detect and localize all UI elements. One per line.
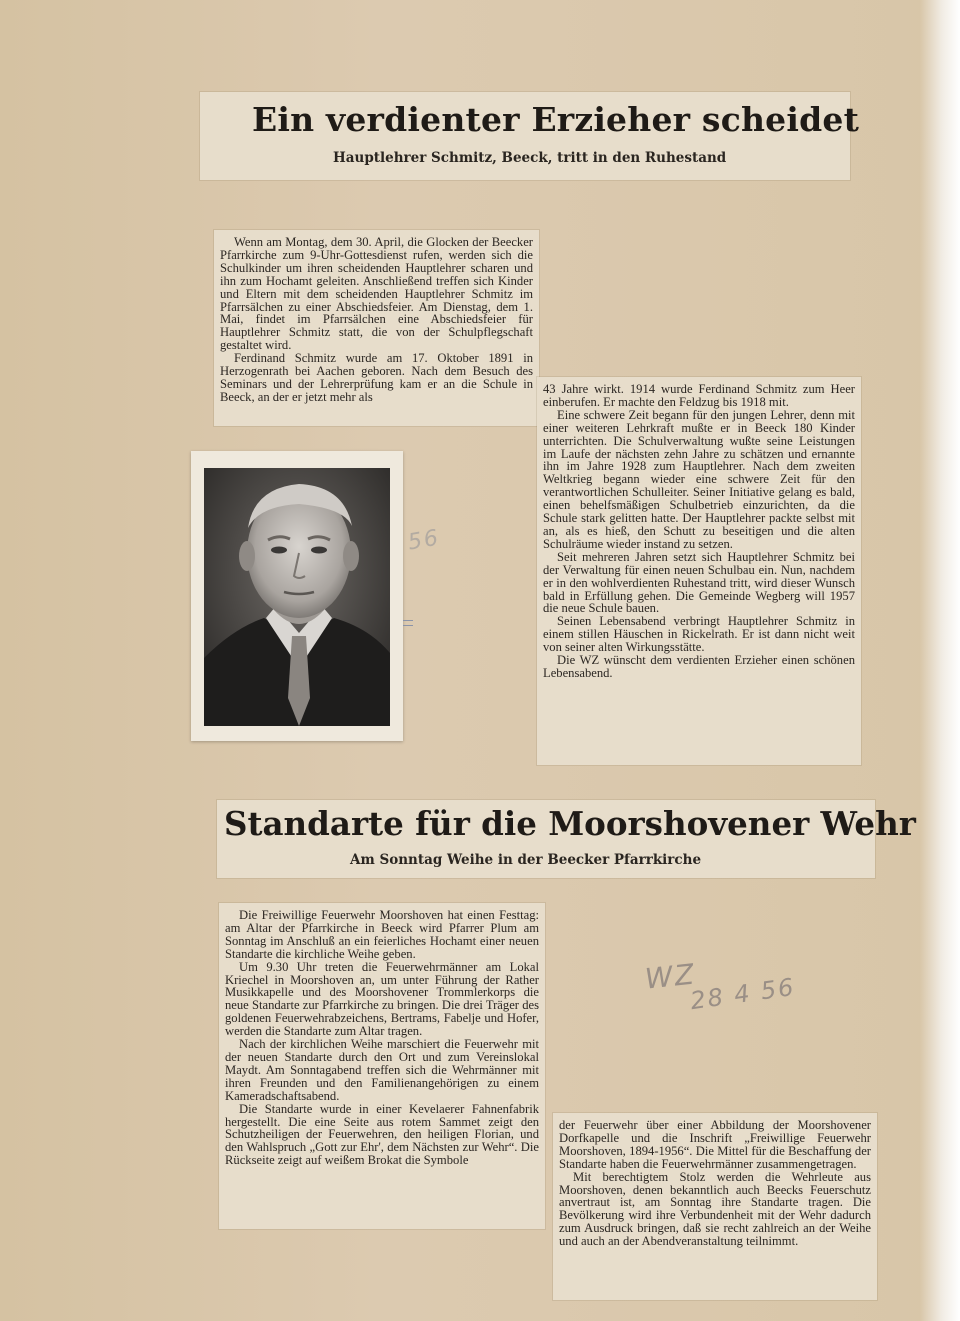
article2-col1-paragraph: Die Freiwillige Feuerwehr Moorshoven hat einen Festtag: am Altar der Pfarrkirche in Beeck wird Pfarrer Plum am Sonntag im Anschluß an ein feierliches Hochamt einer neuen Standarte die kirchliche Weihe geben.: [225, 908, 539, 961]
article1-col1-paragraph: Ferdinand Schmitz wurde am 17. Oktober 1891 in Herzogenrath bei Aachen geboren. Nach dem Besuch des Seminars und der Lehrerprüfung kam er an die Schule in Beeck, an der er jetzt mehr als: [220, 351, 533, 404]
article1-col2-paragraph: Seinen Lebensabend verbringt Hauptlehrer Schmitz in einem stillen Häuschen in Rickelrath. Er ist dann nicht weit von seiner alten Wirkungsstätte.: [543, 614, 855, 655]
article2-col2-paragraph: Mit berechtigtem Stolz werden die Wehrleute aus Moorshoven, denen bekanntlich auch Beecks Feuerschutz anvertraut ist, am Sonntag ihre Standarte tragen. Die Bevölkerung wird ihre Verbundenheit mit der Wehr dadurch zum Ausdruck bringen, daß sie recht zahlreich an der Weihe und auch an der Abendveranstaltung teilnimmt.: [559, 1169, 871, 1249]
article1-column-1: [214, 230, 539, 426]
article2-col2-paragraph: der Feuerwehr über einer Abbildung der Moorshovener Dorfkapelle und die Inschrift „Freiwillige Feuerwehr Moorshoven, 1894-1956“. Die Mittel für die Beschaffung der Standarte haben die Feuerwehrmänner zusammengetragen.: [559, 1118, 871, 1171]
article2-subheadline: Am Sonntag Weihe in der Beecker Pfarrkirche: [350, 852, 702, 868]
handwritten-date: 28 4 56: [688, 972, 798, 1016]
article1-headline: Ein verdienter Erzieher scheidet: [252, 100, 860, 139]
article2-col1-paragraph: Die Standarte wurde in einer Kevelaerer Fahnenfabrik hergestellt. Die eine Seite aus rotem Sammet zeigt den Schutzheiligen der Feuerwehren, den heiligen Florian, und den Wahlspruch „Gott zur Ehr', dem Nächsten zur Wehr“. Die Rückseite zeigt auf weißem Brokat die Symbole: [225, 1101, 539, 1168]
article1-header-clipping: [200, 92, 860, 180]
article2-header-clipping: [217, 800, 916, 878]
article1-col2-paragraph: Seit mehreren Jahren setzt sich Hauptlehrer Schmitz bei der Verwaltung für einen neuen Schulbau ein. Nun, nachdem er in den wohlverdienten Ruhestand tritt, wird dieser Wunsch bald in Erfüllung gehen. Die Gemeinde Wegberg will 1957 die neue Schule bauen.: [543, 549, 855, 616]
article1-col1-paragraph: Wenn am Montag, dem 30. April, die Glocken der Beecker Pfarrkirche zum 9-Uhr-Gottesdienst rufen, werden sich die Schulkinder um ihren scheidenden Hauptlehrer scharen und ihn zum Hochamt geleiten. Anschließend treffen sich Kinder und Eltern mit dem scheidenden Hauptlehrer Schmitz im Pfarrsälchen zu einer Abschiedsfeier. Am Dienstag, dem 1. Mai, findet im Pfarrsälchen eine Abschiedsfeier für Hauptlehrer Schmitz statt, die von der Schulpflegschaft gestaltet wird.: [220, 235, 533, 353]
article1-column-2: [537, 377, 861, 765]
article1-subheadline: Hauptlehrer Schmitz, Beeck, tritt in den Ruhestand: [333, 150, 727, 166]
page-edge: [920, 0, 960, 1321]
article1-col2-paragraph: 43 Jahre wirkt. 1914 wurde Ferdinand Schmitz zum Heer einberufen. Er machte den Feldzug bis 1918 mit.: [543, 382, 855, 409]
article2-column-1: [219, 903, 545, 1229]
article1-col2-paragraph: Eine schwere Zeit begann für den jungen Lehrer, denn mit einer weiteren Lehrkraft mußte er in Beeck 180 Kinder unterrichten. Die Schulverwaltung wußte seine Leistungen im Laufe der nächsten zehn Jahre zu schätzen und ernannte ihn im Jahre 1928 zum Hauptlehrer. Nach dem zweiten Weltkrieg begann wieder eine schwere Zeit für den verantwortlichen Schulleiter. Seiner Initiative gelang es bald, einen behelfsmäßigen Schulbetrieb einzurichten, da die Schule stark gelitten hatte. Der Hauptlehrer packte selbst mit an, als es hieß, den Schutt zu beseitigen und die alten Schulräume wieder instand zu setzen.: [543, 407, 855, 551]
handwritten-note-mid: 56: [406, 525, 442, 556]
article2-headline: Standarte für die Moorshovener Wehr: [224, 804, 916, 843]
portrait-photo: [204, 468, 390, 726]
article1-col2-paragraph: Die WZ wünscht dem verdienten Erzieher einen schönen Lebensabend.: [543, 653, 855, 680]
handwritten-source: WZ: [643, 957, 698, 996]
article2-col1-paragraph: Nach der kirchlichen Weihe marschiert die Feuerwehr mit der neuen Standarte durch den Ort und zum Vereinslokal Maydt. Am Sonntagabend treffen sich die Wehrmänner mit ihren Freunden und den Familienangehörigen zu einem Kameradschaftsabend.: [225, 1037, 539, 1103]
pencil-mark: [403, 620, 413, 626]
article2-column-2: [553, 1113, 877, 1300]
portrait-photo-mount: [191, 451, 403, 741]
article2-col1-paragraph: Um 9.30 Uhr treten die Feuerwehrmänner am Lokal Kriechel in Moorshoven an, um unter Führung der Rather Musikkapelle und des Moorshovener Trommlerkorps die neue Standarte zur Pfarrkirche zu bringen. Die drei Träger des goldenen Feuerwehrabzeichens, Bertrams, Fabelje und Hofer, werden die Standarte zum Altar tragen.: [225, 959, 539, 1039]
